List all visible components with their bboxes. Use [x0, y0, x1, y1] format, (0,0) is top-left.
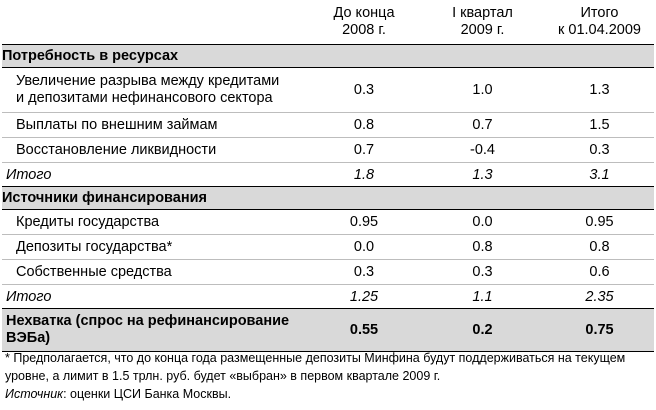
- cell-q1-2009: -0.4: [420, 138, 545, 163]
- total-label: Итого: [2, 163, 308, 187]
- total-2008: 1.25: [308, 285, 420, 309]
- total-total: 2.35: [545, 285, 654, 309]
- cell-q1-2009: 0.8: [420, 235, 545, 260]
- cell-2008: 0.3: [308, 260, 420, 285]
- cell-total: 0.6: [545, 260, 654, 285]
- gap-q1-2009: 0.2: [420, 309, 545, 352]
- notes-block: [5, 349, 650, 403]
- source-label: Источник: [5, 387, 64, 401]
- row-label: Выплаты по внешним займам: [2, 113, 308, 138]
- gap-label: Нехватка (спрос на рефинансирование ВЭБа): [2, 309, 308, 352]
- table-row: [2, 138, 654, 163]
- cell-q1-2009: 0.0: [420, 210, 545, 235]
- cell-total: 1.3: [545, 68, 654, 113]
- cell-q1-2009: 1.0: [420, 68, 545, 113]
- total-total: 3.1: [545, 163, 654, 187]
- footnote: * Предполагается, что до конца года размещенные депозиты Минфина будут поддерживаться на текущем уровне, а лимит в 1.5 трлн. руб. будет «выбран» в первом квартале 2009 г.: [5, 351, 626, 383]
- cell-q1-2009: 0.3: [420, 260, 545, 285]
- section-title: Потребность в ресурсах: [2, 45, 654, 68]
- total-row-sources: [2, 285, 654, 309]
- cell-2008: 0.7: [308, 138, 420, 163]
- cell-2008: 0.8: [308, 113, 420, 138]
- row-label: Увеличение разрыва между кредитами и депозитами нефинансового сектора: [2, 68, 308, 113]
- table-row: [2, 113, 654, 138]
- cell-q1-2009: 0.7: [420, 113, 545, 138]
- cell-2008: 0.95: [308, 210, 420, 235]
- table-header-row: [2, 0, 654, 45]
- gap-total: 0.75: [545, 309, 654, 352]
- row-label: Собственные средства: [2, 260, 308, 285]
- row-label: Депозиты государства*: [2, 235, 308, 260]
- row-label: Кредиты государства: [2, 210, 308, 235]
- header-col-total: Итого к 01.04.2009: [545, 0, 654, 45]
- total-q1-2009: 1.1: [420, 285, 545, 309]
- section-heading-needs: [2, 45, 654, 68]
- table-row: [2, 235, 654, 260]
- header-col-2008: До конца 2008 г.: [308, 0, 420, 45]
- cell-total: 1.5: [545, 113, 654, 138]
- cell-total: 0.95: [545, 210, 654, 235]
- gap-row: [2, 309, 654, 352]
- gap-2008: 0.55: [308, 309, 420, 352]
- total-label: Итого: [2, 285, 308, 309]
- section-heading-sources: [2, 187, 654, 210]
- row-label: Восстановление ликвидности: [2, 138, 308, 163]
- resource-table: [2, 0, 654, 352]
- table-row: [2, 260, 654, 285]
- table-row: [2, 68, 654, 113]
- source-line: [5, 385, 650, 403]
- cell-2008: 0.3: [308, 68, 420, 113]
- cell-total: 0.8: [545, 235, 654, 260]
- cell-2008: 0.0: [308, 235, 420, 260]
- table-row: [2, 210, 654, 235]
- total-2008: 1.8: [308, 163, 420, 187]
- header-blank: [2, 0, 308, 45]
- section-title: Источники финансирования: [2, 187, 654, 210]
- total-row-needs: [2, 163, 654, 187]
- source-text: : оценки ЦСИ Банка Москвы.: [63, 387, 232, 401]
- header-col-q1-2009: I квартал 2009 г.: [420, 0, 545, 45]
- total-q1-2009: 1.3: [420, 163, 545, 187]
- cell-total: 0.3: [545, 138, 654, 163]
